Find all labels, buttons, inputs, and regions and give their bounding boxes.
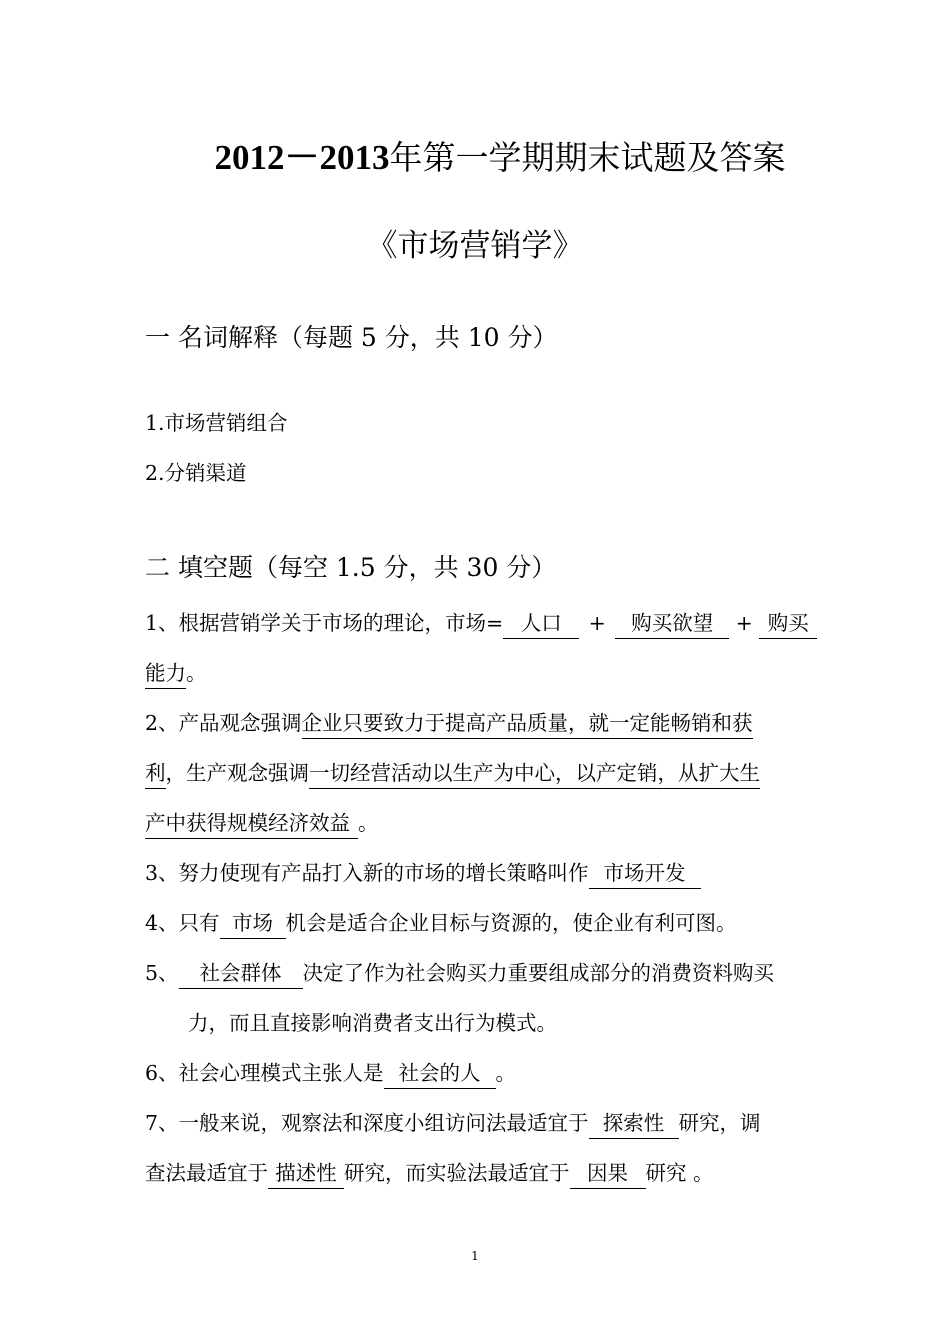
plus-sign: + [735, 611, 753, 635]
question-2-text: 2、产品观念强调 [145, 711, 302, 735]
document-subtitle: 《市场营销学》 [366, 228, 584, 264]
answer-blank: 人口 [503, 608, 579, 639]
punctuation: 。 [495, 1061, 517, 1085]
question-1-line-2 [145, 656, 207, 690]
answer-blank-continued: 产中获得规模经济效益 [145, 808, 358, 839]
question-1-text: 1、根据营销学关于市场的理论，市场= [145, 611, 504, 635]
document-title [0, 133, 950, 183]
question-7-text: 研究，调 [678, 1111, 761, 1135]
question-5-line-1 [145, 956, 774, 990]
answer-blank: 因果 [570, 1158, 646, 1189]
question-5-text: 决定了作为社会购买力重要组成部分的消费资料购买 [302, 961, 775, 985]
title-year-end: 2013 [319, 138, 390, 177]
question-7-text: 7、一般来说，观察法和深度小组访问法最适宜于 [145, 1111, 589, 1135]
question-3-text: 3、努力使现有产品打入新的市场的增长策略叫作 [145, 861, 589, 885]
title-year-start: 2012 [214, 138, 285, 177]
question-1-line-1 [145, 606, 817, 640]
answer-blank: 购买 [759, 608, 817, 639]
answer-blank: 社会群体 [179, 958, 303, 989]
question-4 [145, 906, 737, 940]
page-number: 1 [471, 1249, 479, 1263]
question-5-line-2: 力，而且直接影响消费者支出行为模式。 [188, 1011, 557, 1035]
question-2-line-1 [145, 706, 753, 740]
question-4-text: 4、只有 [145, 911, 220, 935]
answer-blank-continued: 能力 [145, 658, 186, 689]
section1-item-2: 2.分销渠道 [145, 461, 247, 485]
punctuation: 。 [186, 661, 207, 685]
title-dash: － [284, 138, 320, 177]
question-3 [145, 856, 701, 890]
question-2-line-2 [145, 756, 760, 790]
answer-blank: 企业只要致力于提高产品质量，就一定能畅销和获 [302, 708, 753, 739]
question-7-text: 研究，而实验法最适宜于 [344, 1161, 570, 1185]
question-7-line-2 [145, 1156, 714, 1190]
section1-heading: 一 名词解释（每题 5 分，共 10 分） [145, 323, 558, 352]
question-6-text: 6、社会心理模式主张人是 [145, 1061, 384, 1085]
answer-blank: 社会的人 [384, 1058, 496, 1089]
answer-blank-continued: 利 [145, 758, 166, 789]
question-7-text: 研究 。 [645, 1161, 714, 1185]
question-6 [145, 1056, 516, 1090]
question-2-text: ，生产观念强调 [165, 761, 309, 785]
question-4-text: 机会是适合企业目标与资源的，使企业有利可图。 [285, 911, 737, 935]
answer-blank: 市场开发 [589, 858, 701, 889]
answer-blank: 购买欲望 [615, 608, 729, 639]
question-7-line-1 [145, 1106, 761, 1140]
plus-sign: + [588, 611, 606, 635]
question-2-line-3 [145, 806, 379, 840]
answer-blank: 一切经营活动以生产为中心，以产定销，从扩大生 [309, 758, 760, 789]
question-5-text: 5、 [145, 961, 179, 985]
answer-blank: 市场 [220, 908, 286, 939]
question-7-text: 查法最适宜于 [145, 1161, 268, 1185]
punctuation: 。 [358, 811, 379, 835]
answer-blank: 描述性 [268, 1158, 344, 1189]
title-text: 年第一学期期末试题及答案 [389, 138, 786, 177]
section2-heading: 二 填空题（每空 1.5 分，共 30 分） [145, 553, 557, 582]
answer-blank: 探索性 [589, 1108, 679, 1139]
section1-item-1: 1.市场营销组合 [145, 411, 288, 435]
